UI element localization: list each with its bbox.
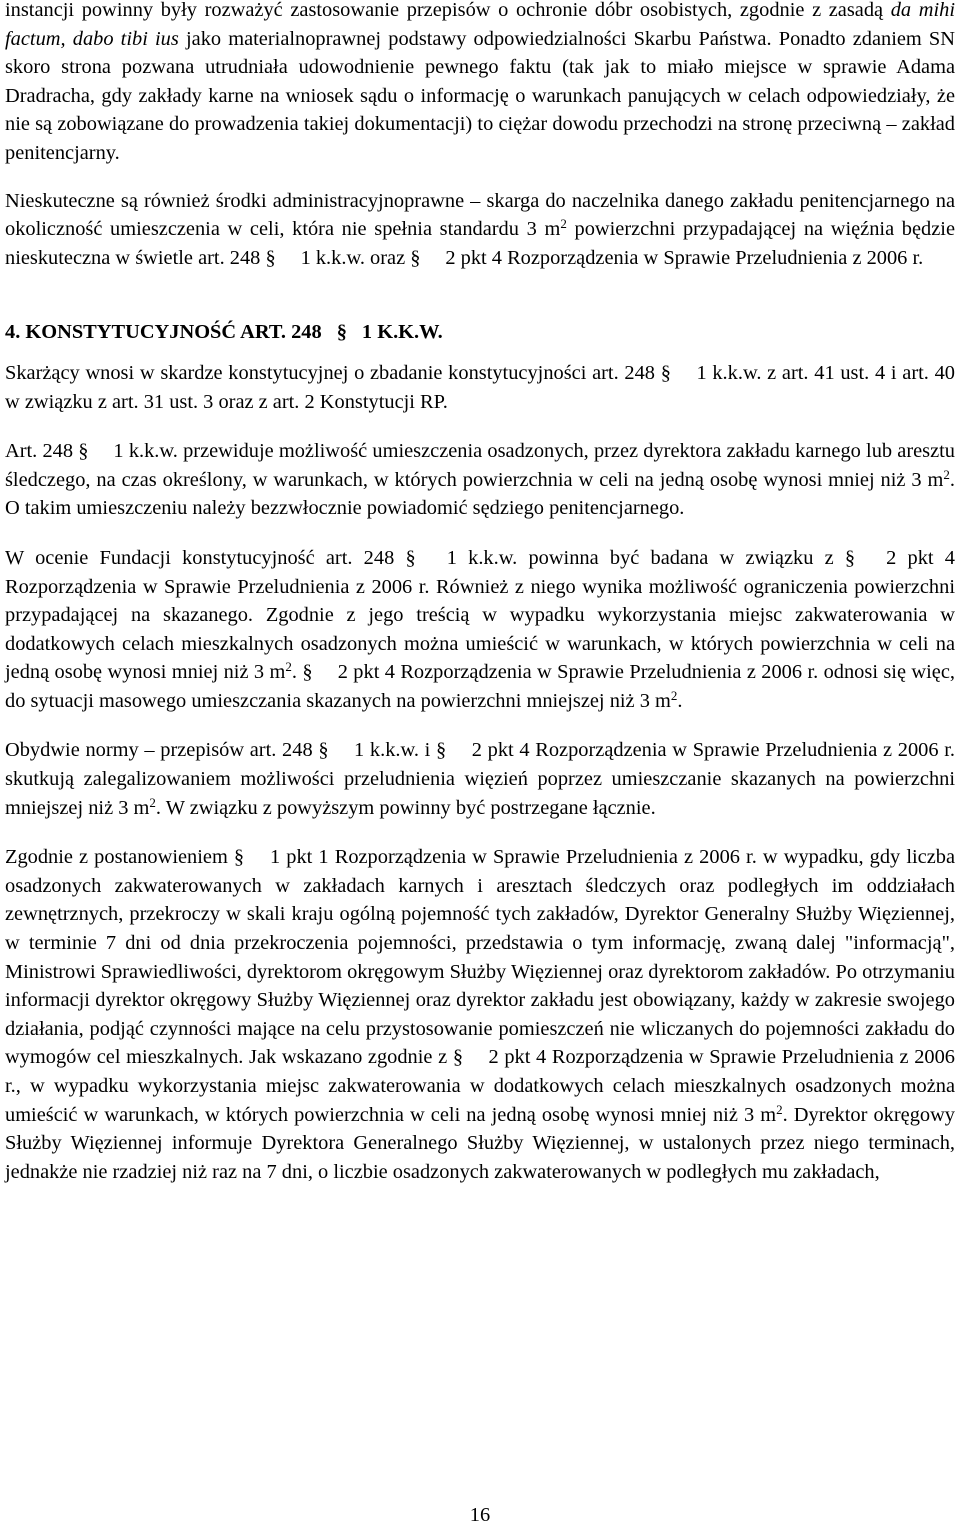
paragraph-4: Art. 248 § 1 k.k.w. przewiduje możliwość umieszczenia osadzonych, przez dyrektora zakładu karnego lub aresztu śledczego, na czas określony, w warunkach, w których powierzchnia w celi na jedną osobę wynosi mniej niż 3 $m^2$. O takim umieszczeniu należy bezzwłocznie powiadomić sędziego penitencjarnego. xyxy=(5,437,955,523)
superscript-2: 2 xyxy=(285,659,292,675)
paragraph-3: Skarżący wnosi w skardze konstytucyjnej o zbadanie konstytucyjności art. 248 § 1 k.k.w. z art. 41 ust. 4 i art. 40 w związku z art. 31 ust. 3 oraz z art. 2 Konstytucji RP. xyxy=(5,359,955,416)
superscript-2: 2 xyxy=(560,216,567,232)
section-sign: § xyxy=(844,546,856,569)
section-sign: § xyxy=(452,1046,464,1069)
superscript-2: 2 xyxy=(943,466,950,482)
section-sign: § xyxy=(410,246,421,269)
section-sign: § xyxy=(78,440,89,463)
superscript-2: 2 xyxy=(670,687,678,703)
latin-maxim: da mihi factum, dabo tibi ius xyxy=(5,0,955,50)
section-sign: § xyxy=(436,739,447,762)
paragraph-7: Zgodnie z postanowieniem § 1 pkt 1 Rozporządzenia w Sprawie Przeludnienia z 2006 r. w wypadku, gdy liczba osadzonych zakwaterowanych w zakładach karnych i aresztach śledczych oraz podległych im oddziałach zewnętrznych, przekroczy w skali kraju ogólną pojemność tych zakładów, Dyrektor Generalny Służby Więziennej, w terminie 7 dni od dnia przekroczenia pojemności, przedstawia o tym informację, zwaną dalej "informacją", Ministrowi Sprawiedliwości, dyrektorom okręgowym Służby Więziennej oraz dyrektorom zakładów. Po otrzymaniu informacji dyrektor okręgowy Służby Więziennej oraz dyrektor zakładu jest obowiązany, każdy w zakresie swojego działania, podjąć czynności mające na celu przystosowanie pomieszczeń nie wliczanych do pojemności zakładu do wymogów cel mieszkalnych. Jak wskazano zgodnie z § 2 pkt 4 Rozporządzenia w Sprawie Przeludnienia z 2006 r., w wypadku wykorzystania miejsc zakwaterowania w dodatkowych celach mieszkalnych osadzonych można umieścić w warunkach, w których powierzchnia w celi na jedną osobę wynosi mniej niż 3 $m^2$. Dyrektor okręgowy Służby Więziennej informuje Dyrektora Generalnego Służby Więziennej, w ustalonych przez niego terminach, jednakże nie rzadziej niż raz na 7 dni, o liczbie osadzonych zakwaterowanych w podległych mu zakładach, xyxy=(5,843,955,1186)
paragraph-5: W ocenie Fundacji konstytucyjność art. 248 § 1 k.k.w. powinna być badana w związku z § 2 pkt 4 Rozporządzenia w Sprawie Przeludnienia z 2006 r. Również z niego wynika możliwość ograniczenia powierzchni przypadającej na skazanego. Zgodnie z jego treścią w wypadku wykorzystania miejsc zakwaterowania w dodatkowych celach mieszkalnych osadzonych można umieścić w warunkach, w których powierzchnia w celi na jedną osobę wynosi mniej niż 3 $m^2$. § 2 pkt 4 Rozporządzenia w Sprawie Przeludnienia z 2006 r. odnosi się więc, do sytuacji masowego umieszczania skazanych na powierzchni mniejszej niż 3 $m^2$. xyxy=(5,544,955,716)
section-sign: § xyxy=(318,739,329,762)
paragraph-1: instancji powinny były rozważyć zastosowanie przepisów o ochronie dóbr osobistych, zgodnie z zasadą da mihi factum, dabo tibi ius jako materialnoprawnej podstawy odpowiedzialności Skarbu Państwa. Ponadto zdaniem SN skoro strona pozwana utrudniała udowodnienie pewnego faktu (tak jak to miało miejsce w sprawie Adama Dradracha, gdy zakłady karne na wniosek sądu o informację o warunkach panujących w celach odpowiedziały, że nie są zobowiązane do prowadzenia takiej dokumentacji) to ciężar dowodu przechodzi na stronę przeciwną – zakład penitencjarny. xyxy=(5,0,955,164)
text-column xyxy=(5,0,955,1186)
section-sign: § xyxy=(233,846,245,869)
section-sign: § xyxy=(302,661,313,684)
section-sign: § xyxy=(265,246,276,269)
section-sign: § xyxy=(660,361,671,384)
section-heading: 4. KONSTYTUCYJNOŚĆ ART. 248 § 1 K.K.W. xyxy=(5,318,955,347)
paragraph-6: Obydwie normy – przepisów art. 248 § 1 k.k.w. i § 2 pkt 4 Rozporządzenia w Sprawie Przeludnienia z 2006 r. skutkują zalegalizowaniem możliwości przeludnienia więzień poprzez umieszczanie skazanych na powierzchni mniejszej niż 3 $m^2$. W związku z powyższym powinny być postrzegane łącznie. xyxy=(5,736,955,822)
section-sign: § xyxy=(405,546,416,569)
paragraph-2: Nieskuteczne są również środki administracyjnoprawne – skarga do naczelnika danego zakładu penitencjarnego na okoliczność umieszczenia w celi, która nie spełnia standardu 3 $m^2$ powierzchni przypadającej na więźnia będzie nieskuteczna w świetle art. 248 § 1 k.k.w. oraz § 2 pkt 4 Rozporządzenia w Sprawie Przeludnienia z 2006 r. xyxy=(5,187,955,273)
section-sign: § xyxy=(336,321,347,344)
superscript-2: 2 xyxy=(149,794,156,810)
page-number: 16 xyxy=(469,1504,491,1526)
superscript-2: 2 xyxy=(776,1101,783,1117)
